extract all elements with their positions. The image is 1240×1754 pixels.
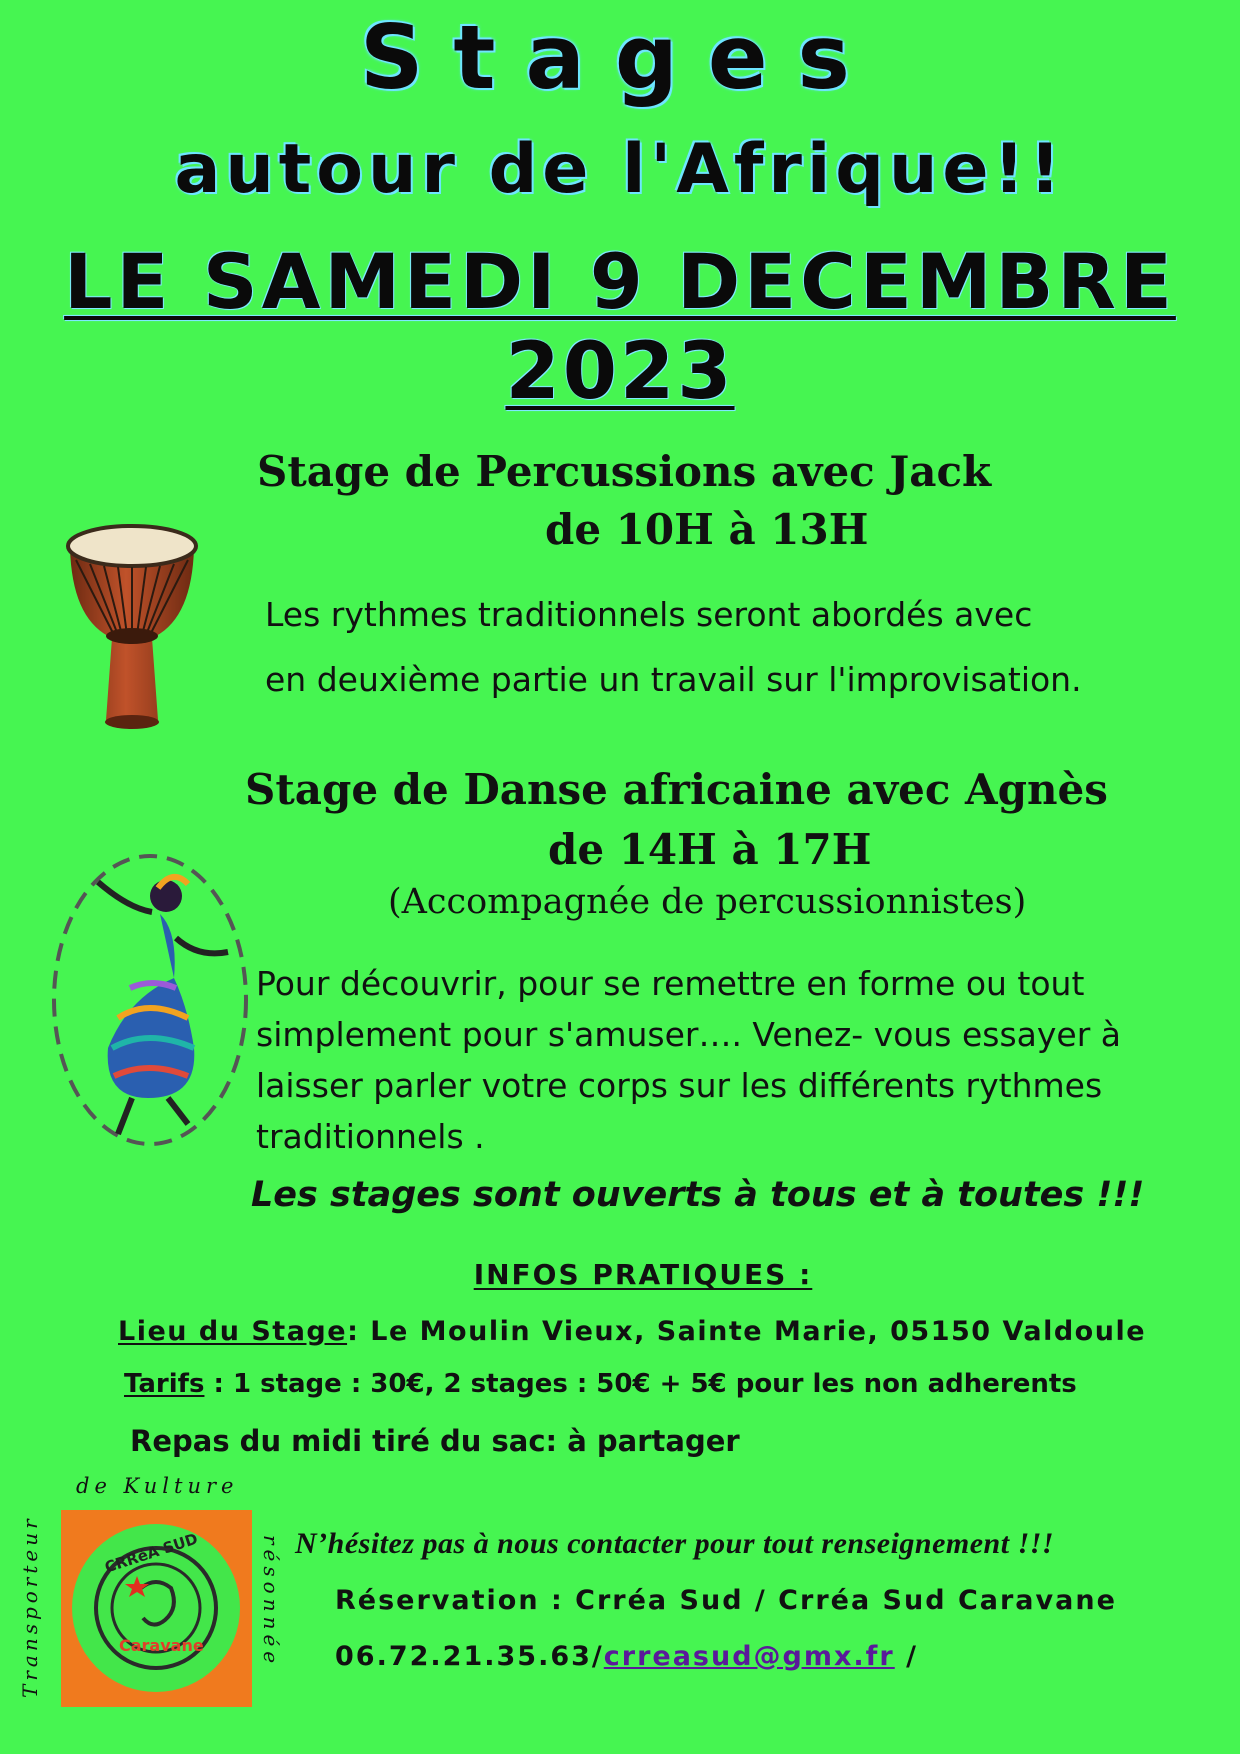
logo-top-text: de Kulture (76, 1474, 239, 1498)
stage2-description (256, 958, 1121, 1162)
contact-line (335, 1641, 918, 1672)
crrea-sud-logo-icon (61, 1510, 252, 1707)
crrea-sud-logo (61, 1510, 252, 1707)
venue-line (118, 1316, 1146, 1347)
stage1-time: de 10H à 13H (545, 505, 869, 554)
logo-ring-bottom-text: Caravane (119, 1636, 204, 1655)
pricing-line (124, 1369, 1077, 1399)
logo-right-text: résonnée (259, 1535, 283, 1669)
poster-subtitle: autour de l'Afrique!! (174, 130, 1066, 209)
contact-trailing: / (894, 1641, 919, 1672)
pricing-value: : 1 stage : 30€, 2 stages : 50€ + 5€ pour les non adherents (204, 1369, 1077, 1399)
open-to-all-notice: Les stages sont ouverts à tous et à toutes !!! (251, 1175, 1145, 1215)
logo-ring-top-text: CRRéA SUD (102, 1529, 200, 1577)
stage2-description-line: simplement pour s'amuser…. Venez- vous essayer à (256, 1015, 1122, 1054)
event-year: 2023 (505, 327, 735, 417)
phone-number: 06.72.21.35.63/ (335, 1641, 604, 1672)
stage1-title: Stage de Percussions avec Jack (257, 447, 992, 496)
contact-invite: N’hésitez pas à nous contacter pour tout renseignement !!! (295, 1527, 1055, 1560)
venue-value: : Le Moulin Vieux, Sainte Marie, 05150 Valdoule (347, 1316, 1147, 1347)
african-dancer-icon (48, 848, 252, 1152)
lunch-note: Repas du midi tiré du sac: à partager (130, 1424, 740, 1458)
stage2-description-line: traditionnels . (256, 1117, 485, 1156)
infos-title: INFOS PRATIQUES : (473, 1258, 813, 1291)
stage1-description-line: en deuxième partie un travail sur l'improvisation. (265, 660, 1082, 699)
pricing-label: Tarifs (124, 1369, 205, 1399)
stage2-title: Stage de Danse africaine avec Agnès (245, 765, 1108, 814)
stage1-description-line: Les rythmes traditionnels seront abordés avec (265, 595, 1033, 634)
djembe-drum-icon (62, 520, 202, 740)
stage2-description-line: Pour découvrir, pour se remettre en forme ou tout (256, 964, 1085, 1003)
stage2-subtitle: (Accompagnée de percussionnistes) (388, 882, 1027, 922)
reservation-line: Réservation : Crréa Sud / Crréa Sud Caravane (335, 1585, 1117, 1616)
email-link[interactable]: crreasud@gmx.fr (603, 1641, 895, 1672)
venue-label: Lieu du Stage (118, 1316, 348, 1347)
logo-left-text: Transporteur (18, 1515, 42, 1698)
poster-title: Stages (360, 6, 880, 109)
stage2-description-line: laisser parler votre corps sur les différents rythmes (256, 1066, 1103, 1105)
stage2-time: de 14H à 17H (548, 825, 872, 874)
event-date: LE SAMEDI 9 DECEMBRE (64, 237, 1176, 326)
